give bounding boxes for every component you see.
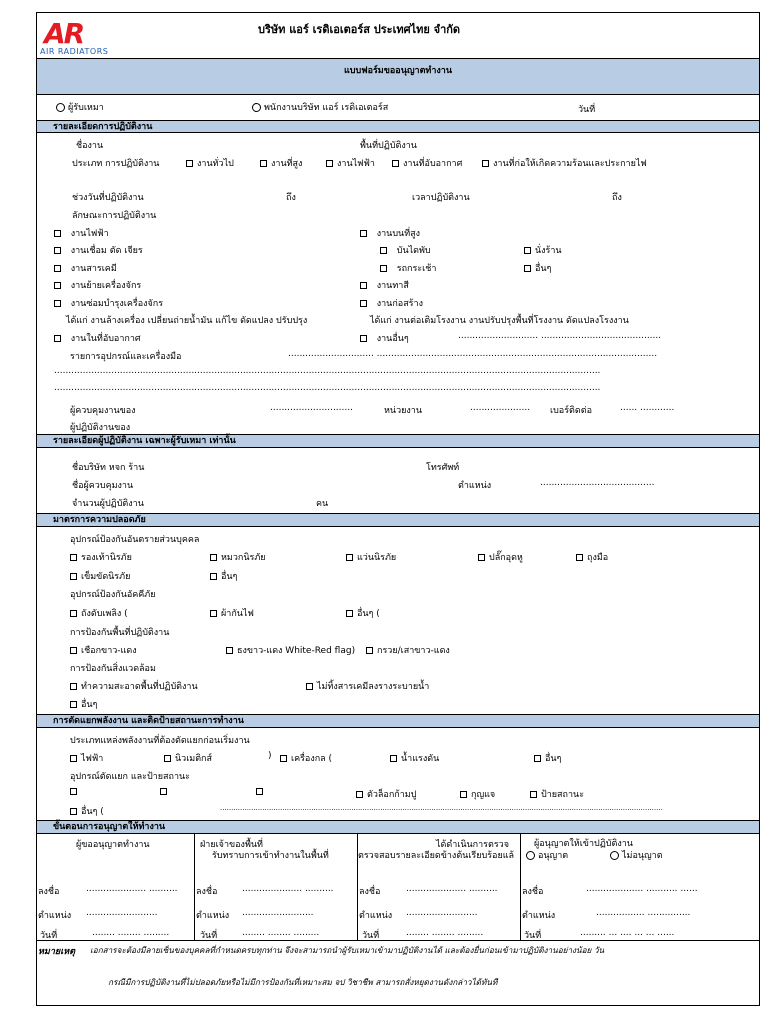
requester-date-label: วันที่ [40,931,58,941]
logo-name: AIR RADIATORS [40,47,109,56]
checkbox-icon [70,755,77,762]
nature-electrical-label: งานไฟฟ้า [70,229,109,239]
section-work-details: รายละเอียดการปฏิบัติงาน [37,120,759,133]
checkbox-icon [380,265,387,272]
approval-col-owner-a: ฝ่ายเจ้าของพื้นที่ [200,840,263,850]
checkbox-icon [70,573,77,580]
fire-blanket[interactable] [210,606,254,620]
ppe-gloves-label: ถุงมือ [587,553,609,563]
checkbox-icon [346,554,353,561]
section-approval: ขั้นตอนการอนุญาตให้ทำงาน [37,820,759,834]
owner-position-field[interactable]: ......................... [242,908,314,918]
nature-scaffold[interactable] [524,243,562,257]
work-area-label: พื้นที่ปฏิบัติงาน [360,141,417,151]
job-name-label: ชื่องาน [76,141,104,151]
owner-date-label: วันที่ [200,931,218,941]
ppe-harness-label: เข็มขัดนิรภัย [81,572,131,582]
fire-blanket-label: ผ้ากันไฟ [221,609,254,619]
device-other-label: อื่นๆ ( [81,807,104,817]
section-contractor-details: รายละเอียดผู้ปฏิบัติงาน เฉพาะผู้รับเหมา เท่านั้น [37,434,759,448]
approve-option[interactable] [526,848,568,862]
approver-date-label: วันที่ [524,931,542,941]
phone-field[interactable]: ...... ............ [620,403,675,413]
inspector-sign-field[interactable]: ..................... .......... [406,884,498,894]
approval-col-owner-b: รับทราบการเข้าทำงานในพื้นที่ [212,851,329,861]
date-label: วันที่ [578,105,596,115]
env-label: การป้องกันสิ่งแวดล้อม [70,664,156,674]
device-lockout[interactable] [356,787,416,801]
work-type-general[interactable] [186,156,234,170]
work-type-height-label: งานที่สูง [271,159,303,169]
work-type-electrical[interactable] [326,156,375,170]
energy-pneumatic[interactable] [164,751,212,765]
energy-other-label: อื่นๆ [545,754,562,764]
approval-col-inspector-a: ได้ดำเนินการตรวจ [436,840,509,850]
approver-sign-label: ลงชื่อ [522,887,544,897]
unit-label: หน่วยงาน [384,406,423,416]
checkbox-icon [530,791,537,798]
checkbox-icon [70,554,77,561]
checkbox-icon [392,160,399,167]
tools-field-line-2[interactable]: ............................................................................................................................................................................................... [54,366,601,376]
company-name: บริษัท แอร์ เรดิเอเตอร์ส ประเทศไทย จำกัด [258,23,461,36]
checkbox-icon [460,791,467,798]
approval-bottom-line [37,940,759,941]
nature-ladder[interactable] [380,243,431,257]
nature-maintenance[interactable] [54,296,163,310]
energy-electric[interactable] [70,751,103,765]
requester-date-field[interactable]: ........ ........ ......... [92,928,170,938]
contractor-phone-label: โทรศัพท์ [426,463,460,473]
area-rope-label: เชือกขาว-แดง [81,646,137,656]
ppe-goggles[interactable] [346,550,396,564]
reject-option[interactable] [610,848,663,862]
ppe-earplug[interactable] [478,550,523,564]
approval-divider-3 [520,834,521,940]
checkbox-icon [482,160,489,167]
nature-other-label: งานอื่นๆ [376,334,409,344]
tools-field-line-3[interactable]: ............................................................................................................................................................................................... [54,383,601,393]
nature-height-other[interactable] [524,261,551,275]
approver-position-label: ตำแหน่ง [522,911,556,921]
nature-other-field[interactable]: ............................ .......................................... [458,331,662,341]
construction-note: ได้แก่ งานต่อเติมโรงงาน งานปรับปรุงพื้นที่โรงงาน ดัดแปลงโรงงาน [370,316,629,326]
checkbox-icon [226,647,233,654]
fire-extinguisher[interactable] [70,606,128,620]
checkbox-icon [54,247,61,254]
device-tag-label: ป้ายสถานะ [541,790,585,800]
checkbox-icon [160,788,167,795]
area-flag-label: ธงขาว-แดง White-Red flag) [237,646,356,656]
form-title: แบบฟอร์มขออนุญาตทำงาน [343,66,453,76]
work-type-hot-label: งานที่ก่อให้เกิดความร้อนและประกายไฟ [493,159,647,169]
inspector-date-field[interactable]: ........ ........ ......... [406,928,484,938]
work-type-hot[interactable] [482,156,647,170]
device-lockout-label: ตัวล็อกก้ามปู [367,790,417,800]
env-clean-label: ทำความสะอาดพื้นที่ปฏิบัติงาน [81,682,198,692]
nature-machine-move[interactable] [54,278,141,292]
nature-scaffold-label: นั่งร้าน [535,246,562,256]
env-other-label: อื่นๆ [81,700,98,710]
applicant-contractor-label: ผู้รับเหมา [68,103,104,113]
approval-col-approver: ผู้อนุญาตให้เข้าปฏิบัติงาน [534,839,633,849]
work-type-confined-label: งานที่อับอากาศ [403,159,463,169]
checkbox-icon [70,610,77,617]
energy-mechanical[interactable] [280,751,332,765]
device-padlock-label: กุญแจ [471,790,496,800]
nature-height-other-label: อื่นๆ [535,264,552,274]
work-type-height[interactable] [260,156,302,170]
approve-label: อนุญาต [538,851,569,861]
ppe-other-label: อื่นๆ [221,572,238,582]
energy-electric-label: ไฟฟ้า [81,754,104,764]
nature-electrical[interactable] [54,226,109,240]
applicant-employee-label: พนักงานบริษัท แอร์ เรดิเอเตอร์ส [264,103,389,113]
ppe-harness[interactable] [70,569,130,583]
nature-confined-label: งานในที่อับอากาศ [70,334,141,344]
nature-welding[interactable] [54,243,143,257]
requester-sign-label: ลงชื่อ [38,887,60,897]
inspector-position-field[interactable]: ......................... [406,908,478,918]
nature-chemical[interactable] [54,261,117,275]
checkbox-icon [256,788,263,795]
nature-construction-label: งานก่อสร้าง [376,299,423,309]
company-logo [38,17,126,59]
ppe-other[interactable] [210,569,237,583]
contractor-position-field[interactable]: ........................................ [540,478,655,488]
device-blank-3[interactable] [256,787,267,797]
nature-chemical-label: งานสารเคมี [70,264,117,274]
nature-painting-label: งานทาสี [376,281,409,291]
nature-painting[interactable] [360,278,409,292]
ppe-gloves[interactable] [576,550,608,564]
form-title-bar [37,58,759,95]
approver-date-field[interactable]: ......... ... .... ... ... ...... [580,928,675,938]
checkbox-icon [534,755,541,762]
energy-other[interactable] [534,751,561,765]
area-flag[interactable] [226,643,355,657]
checkbox-icon [70,701,77,708]
checkbox-icon [478,554,485,561]
checkbox-icon [54,282,61,289]
env-no-chemical[interactable] [306,679,429,693]
area-cone-label: กรวย/เสาขาว-แดง [377,646,450,656]
checkbox-icon [524,265,531,272]
work-type-confined[interactable] [392,156,462,170]
energy-pneumatic-label: นิวเมติกส์ [175,754,213,764]
checkbox-icon [210,554,217,561]
inspector-sign-label: ลงชื่อ [359,887,381,897]
requester-sign-field[interactable]: ..................... .......... [86,884,178,894]
checkbox-icon [356,791,363,798]
device-other-field[interactable]: ....................................................................................................................................................................................................... [220,804,663,812]
nature-lift-label: รถกระเช้า [396,264,437,274]
worker-count-label: จำนวนผู้ปฏิบัติงาน [72,499,144,509]
approval-divider-1 [194,834,195,940]
applicant-employee-option[interactable] [252,100,388,114]
checkbox-icon [576,554,583,561]
area-cone[interactable] [366,643,450,657]
ppe-label: อุปกรณ์ป้องกันอันตรายส่วนบุคคล [70,535,200,545]
checkbox-icon [306,683,313,690]
section-isolation: การตัดแยกพลังงาน และติดป้ายสถานะการทำงาน [37,714,759,728]
area-rope[interactable] [70,643,137,657]
ppe-helmet-label: หมวกนิรภัย [221,553,266,563]
supervisor-field[interactable]: ............................. [270,403,353,413]
time-to-label: ถึง [612,193,622,203]
env-clean[interactable] [70,679,198,693]
checkbox-icon [260,160,267,167]
device-blank-2[interactable] [160,787,171,797]
approval-col-requester: ผู้ขออนุญาตทำงาน [76,840,150,850]
logo-mark: AR [44,17,84,50]
env-no-chemical-label: ไม่ทิ้งสารเคมีลงรางระบายน้ำ [317,682,430,692]
device-padlock[interactable] [460,787,495,801]
contractor-company-label: ชื่อบริษัท หจก ร้าน [72,463,145,473]
radio-icon [252,103,261,112]
energy-pneumatic-close: ) [268,751,272,761]
fire-other[interactable] [346,606,380,620]
tools-field[interactable]: .............................. .................................................................................................. [288,349,658,359]
radio-icon [526,851,535,860]
device-label: อุปกรณ์ตัดแยก และป้ายสถานะ [70,772,190,782]
nature-label: ลักษณะการปฏิบัติงาน [72,211,157,221]
checkbox-icon [360,300,367,307]
checkbox-icon [346,610,353,617]
inspector-date-label: วันที่ [362,931,380,941]
owner-sign-field[interactable]: ..................... .......... [242,884,334,894]
checkbox-icon [210,610,217,617]
maintenance-note: ได้แก่ งานล้างเครื่อง เปลี่ยนถ่ายน้ำมัน แก้ไข ดัดแปลง ปรับปรุง [66,316,308,326]
checkbox-icon [360,282,367,289]
requester-position-label: ตำแหน่ง [38,911,72,921]
nature-other[interactable] [360,331,409,345]
checkbox-icon [54,300,61,307]
checkbox-icon [366,647,373,654]
section-safety: มาตรการความปลอดภัย [37,513,759,527]
nature-ladder-label: บันไดพับ [396,246,431,256]
work-type-label: ประเภท การปฏิบัติงาน [72,159,160,169]
ppe-goggles-label: แว่นนิรภัย [357,553,397,563]
nature-maintenance-label: งานซ่อมบำรุงเครื่องจักร [70,299,164,309]
radio-icon [610,851,619,860]
unit-field[interactable]: ..................... [470,403,531,413]
checkbox-icon [360,230,367,237]
owner-position-label: ตำแหน่ง [196,911,230,921]
checkbox-icon [380,247,387,254]
checkbox-icon [390,755,397,762]
energy-mechanical-label: เครื่องกล ( [291,754,333,764]
nature-lift[interactable] [380,261,436,275]
checkbox-icon [360,335,367,342]
checkbox-icon [70,683,77,690]
fire-other-label: อื่นๆ ( [357,609,380,619]
ppe-safety-shoes-label: รองเท้านิรภัย [81,553,132,563]
energy-label: ประเภทแหล่งพลังงานที่ต้องตัดแยกก่อนเริ่มงาน [70,736,250,746]
applicant-contractor-option[interactable] [56,100,104,114]
inspector-position-label: ตำแหน่ง [359,911,393,921]
checkbox-icon [210,573,217,580]
env-other[interactable] [70,697,97,711]
nature-height[interactable] [360,226,420,240]
remarks-label: หมายเหตุ [38,947,76,957]
fire-label: อุปกรณ์ป้องกันอัคคีภัย [70,590,156,600]
controller-label: ชื่อผู้ควบคุมงาน [72,481,134,491]
work-type-electrical-label: งานไฟฟ้า [337,159,375,169]
ppe-earplug-label: ปลั๊กอุดหู [489,553,523,563]
nature-confined[interactable] [54,331,141,345]
device-blank-1[interactable] [70,787,81,797]
ppe-helmet[interactable] [210,550,266,564]
contractor-position-label: ตำแหน่ง [458,481,492,491]
owner-sign-label: ลงชื่อ [196,887,218,897]
nature-height-label: งานบนที่สูง [376,229,421,239]
nature-welding-label: งานเชื่อม ตัด เจียร [70,246,143,256]
energy-water[interactable] [390,751,439,765]
ppe-safety-shoes[interactable] [70,550,132,564]
approver-position-field[interactable]: ................. ............... [596,908,691,918]
area-protection-label: การป้องกันพื้นที่ปฏิบัติงาน [70,628,170,638]
worker-count-unit: คน [316,499,329,509]
checkbox-icon [524,247,531,254]
checkbox-icon [326,160,333,167]
energy-water-label: น้ำแรงดัน [401,754,440,764]
fire-extinguisher-label: ถังดับเพลิง ( [81,609,128,619]
checkbox-icon [164,755,171,762]
nature-machine-move-label: งานย้ายเครื่องจักร [70,281,142,291]
supervisor-label: ผู้ควบคุมงานของ [70,406,136,416]
device-other[interactable] [70,804,104,818]
tools-label: รายการอุปกรณ์และเครื่องมือ [70,352,182,362]
requester-position-field[interactable]: ......................... [86,908,158,918]
approver-sign-field[interactable]: .................... ........... ...... [586,884,698,894]
checkbox-icon [280,755,287,762]
checkbox-icon [54,230,61,237]
time-label: เวลาปฏิบัติงาน [412,193,470,203]
phone-label: เบอร์ติดต่อ [550,406,592,416]
period-label: ช่วงวันที่ปฏิบัติงาน [72,193,144,203]
remarks-line-2: กรณีมีการปฏิบัติงานที่ไม่ปลอดภัยหรือไม่มีการป้องกันที่เหมาะสม จป วิชาชีพ สามารถสั่งหยุดงานดังกล่าวได้ทันที [108,977,498,987]
radio-icon [56,103,65,112]
period-to-label: ถึง [286,193,296,203]
checkbox-icon [70,647,77,654]
reject-label: ไม่อนุญาต [622,851,663,861]
operator-label: ผู้ปฏิบัติงานของ [70,423,131,433]
checkbox-icon [70,788,77,795]
checkbox-icon [54,265,61,272]
work-type-general-label: งานทั่วไป [197,159,234,169]
checkbox-icon [70,808,77,815]
nature-construction[interactable] [360,296,423,310]
remarks-line-1: เอกสารจะต้องมีลายเซ็นของบุคคลที่กำหนดครบทุกท่าน จึงจะสามารถนำผู้รับเหมาเข้ามาปฏิบัติงานได้ และต้องยื่นก่อนเข้ามาปฏิบัติงานอย่างน้อย วัน [90,945,605,955]
approval-col-inspector-b: ตรวจสอบรายละเอียดข้างต้นเรียบร้อยแล้ [358,851,515,861]
checkbox-icon [54,335,61,342]
owner-date-field[interactable]: ........ ........ ......... [242,928,320,938]
device-tag[interactable] [530,787,584,801]
checkbox-icon [186,160,193,167]
